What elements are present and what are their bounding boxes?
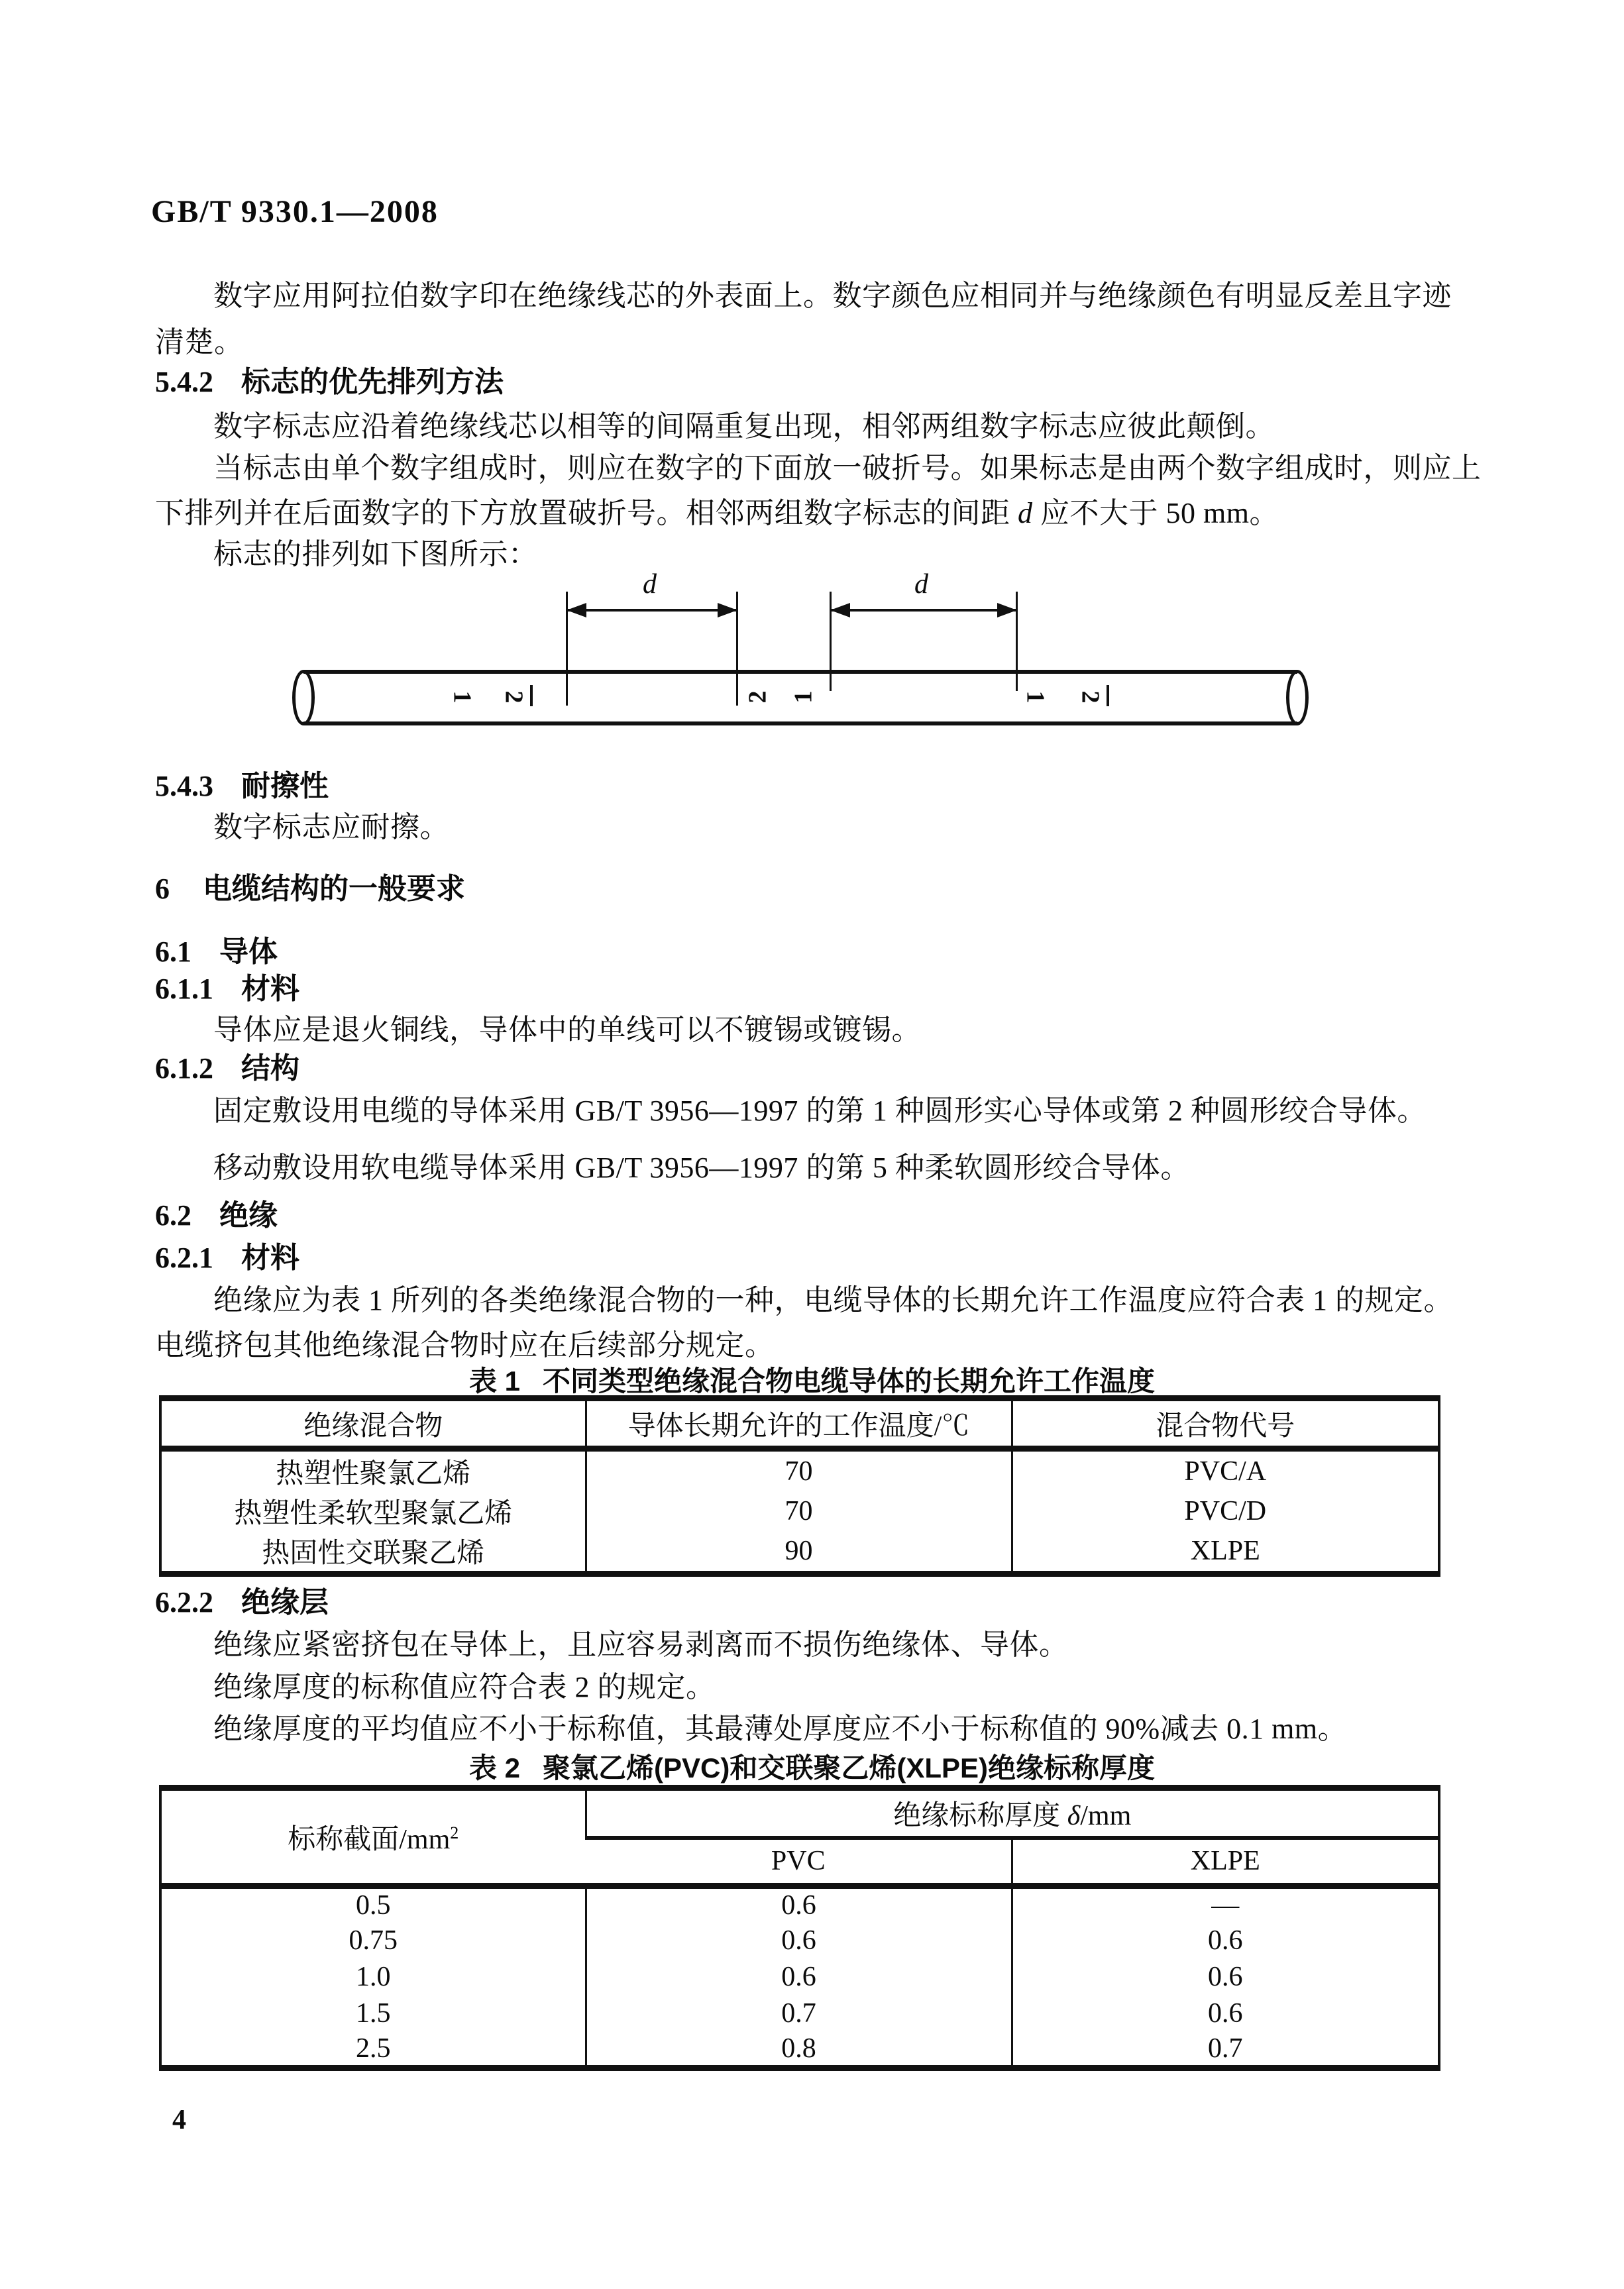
- paragraph-text: 应不大于 50 mm。: [1032, 497, 1279, 529]
- table2-cell: 1.0: [356, 1962, 391, 1992]
- header-text: 绝缘标称厚度: [893, 1800, 1067, 1831]
- section-heading-5-4-3: [155, 762, 329, 804]
- paragraph-line: 绝缘应为表 1 所列的各类绝缘混合物的一种，电缆导体的长期允许工作温度应符合表 1 的规定。: [213, 1284, 1453, 1316]
- table1-cell: XLPE: [1012, 1531, 1439, 1574]
- chapter-heading-6: [155, 865, 465, 907]
- section-heading-6-1: [155, 928, 278, 970]
- dimension-label-d: d: [914, 569, 928, 600]
- table1-caption-label: 表 1: [468, 1365, 520, 1397]
- section-title: 材料: [241, 1242, 299, 1274]
- paragraph-line: 导体应是退火铜线，导体中的单线可以不镀锡或镀锡。: [213, 1014, 921, 1046]
- table2-cell: 0.75: [349, 1925, 398, 1956]
- table2-cell: 0.7: [586, 1996, 1012, 2032]
- section-title: 绝缘层: [241, 1586, 329, 1619]
- paragraph-line: 移动敷设用软电缆导体采用 GB/T 3956—1997 的第 5 种柔软圆形绞合导体。: [213, 1151, 1190, 1184]
- section-heading-6-2: [155, 1191, 278, 1234]
- table2-cell: 2.5: [356, 2033, 391, 2064]
- section-title: 绝缘: [219, 1199, 278, 1232]
- table-row: [160, 1923, 1439, 1959]
- table1-header-cell: 绝缘混合物: [160, 1399, 586, 1449]
- table2-cell: 0.6: [586, 1923, 1012, 1959]
- table1-cell: 90: [586, 1531, 1012, 1574]
- table-row: [160, 1996, 1439, 2032]
- table2-cell: 0.6: [586, 1886, 1012, 1923]
- table2-cell: 0.6: [586, 1959, 1012, 1996]
- delta-symbol: δ: [1067, 1800, 1081, 1831]
- paragraph-text: 下排列并在后面数字的下方放置破折号。相邻两组数字标志的间距: [155, 497, 1018, 529]
- variable-d: d: [1018, 497, 1033, 529]
- paragraph-line: 数字应用阿拉伯数字印在绝缘线芯的外表面上。数字颜色应相同并与绝缘颜色有明显反差且字迹: [213, 280, 1452, 312]
- table2-cell: 0.7: [1012, 2032, 1439, 2068]
- table2-cell: —: [1012, 1886, 1439, 1923]
- paragraph-line: 固定敷设用电缆的导体采用 GB/T 3956—1997 的第 1 种圆形实心导体或第 2 种圆形绞合导体。: [213, 1094, 1427, 1127]
- section-number: 6.2: [155, 1199, 191, 1232]
- section-number: 6.1: [155, 935, 191, 968]
- section-title: 导体: [219, 935, 278, 968]
- paragraph-line: 绝缘应紧密挤包在导体上，且应容易剥离而不损伤绝缘体、导体。: [213, 1628, 1069, 1661]
- section-heading-6-1-1: [155, 965, 299, 1007]
- paragraph-line: 绝缘厚度的平均值应不小于标称值，其最薄处厚度应不小于标称值的 90%减去 0.1 mm。: [213, 1713, 1348, 1745]
- table2-cell: 0.6: [1012, 1959, 1439, 1996]
- dimension-arrow: [832, 609, 1016, 612]
- cable-mark-digit: 1: [1021, 690, 1050, 704]
- table1-cell: 70: [586, 1449, 1012, 1492]
- table2-subheader-xlpe: XLPE: [1012, 1838, 1439, 1886]
- header-superscript: 2: [450, 1823, 459, 1842]
- table2-cell: 1.5: [356, 1998, 391, 2029]
- paragraph-line: 清楚。: [155, 326, 244, 358]
- section-heading-6-1-2: [155, 1044, 299, 1087]
- table2-caption-label: 表 2: [468, 1752, 520, 1783]
- table1-caption: [0, 1359, 1624, 1399]
- cable-mark-digit: 2: [500, 690, 528, 704]
- table1-cell: 热塑性聚氯乙烯: [276, 1459, 471, 1489]
- table2-cell: 0.6: [1012, 1996, 1439, 2032]
- table1-cell: 热塑性柔软型聚氯乙烯: [234, 1499, 513, 1529]
- paragraph-line: 绝缘厚度的标称值应符合表 2 的规定。: [213, 1671, 716, 1703]
- paragraph-line: 数字标志应耐擦。: [213, 811, 449, 843]
- section-title: 电缆结构的一般要求: [203, 873, 465, 905]
- section-number: 6.2.1: [155, 1242, 213, 1274]
- table2-header-thickness: [586, 1788, 1439, 1838]
- section-title: 标志的优先排列方法: [241, 366, 504, 398]
- table2-subheader-pvc: PVC: [586, 1838, 1012, 1886]
- header-text: /mm: [1080, 1800, 1132, 1831]
- section-number: 5.4.2: [155, 366, 213, 398]
- paragraph-line: 数字标志应沿着绝缘线芯以相等的间隔重复出现，相邻两组数字标志应彼此颠倒。: [213, 410, 1275, 443]
- page-number: 4: [172, 2105, 186, 2135]
- table1-cell: PVC/A: [1012, 1449, 1439, 1492]
- table1-header-cell: 混合物代号: [1012, 1399, 1439, 1449]
- table2-cell: 0.8: [586, 2032, 1012, 2068]
- section-title: 材料: [241, 973, 299, 1005]
- table2-cell: 0.5: [356, 1890, 391, 1921]
- doc-code: GB/T 9330.1—2008: [151, 194, 439, 229]
- table2: [159, 1785, 1440, 2071]
- dimension-label-d: d: [643, 569, 657, 600]
- table2-caption-text: 聚氯乙烯(PVC)和交联聚乙烯(XLPE)绝缘标称厚度: [543, 1752, 1156, 1783]
- table1-header-row: [160, 1399, 1439, 1449]
- table-row: [160, 1886, 1439, 1923]
- cable-end-cap-right: [1286, 670, 1309, 725]
- table2-header-cross-section: [160, 1788, 586, 1886]
- section-number: 6.2.2: [155, 1586, 213, 1619]
- dimension-arrow: [568, 609, 736, 612]
- cable-mark-digit: 1: [789, 690, 818, 704]
- header-text: 标称截面/mm: [288, 1824, 451, 1855]
- cable-mark-digit: 1: [448, 690, 476, 704]
- section-heading-6-2-2: [155, 1578, 329, 1621]
- section-title: 结构: [241, 1052, 299, 1085]
- table1-cell: 热固性交联聚乙烯: [262, 1538, 485, 1569]
- table-row: [160, 1491, 1439, 1531]
- table2-caption: [0, 1746, 1624, 1786]
- cable-end-cap-left: [292, 670, 315, 725]
- table-row: [160, 1959, 1439, 1996]
- paragraph-line: 当标志由单个数字组成时，则应在数字的下面放一破折号。如果标志是由两个数字组成时，则应上: [213, 452, 1482, 484]
- section-number: 5.4.3: [155, 770, 213, 802]
- section-number: 6.1.2: [155, 1052, 213, 1085]
- table1-cell: PVC/D: [1012, 1491, 1439, 1531]
- table-row: [160, 2032, 1439, 2068]
- section-title: 耐擦性: [241, 770, 329, 802]
- cable-mark-digit: 2: [743, 690, 772, 704]
- cable-mark-dash: [530, 685, 533, 706]
- table1-header-cell: 导体长期允许的工作温度/℃: [586, 1399, 1012, 1449]
- paragraph-line: 电缆挤包其他绝缘混合物时应在后续部分规定。: [155, 1329, 775, 1361]
- cable-mark-digit: 2: [1076, 690, 1105, 704]
- table2-header-row-1: [160, 1788, 1439, 1838]
- table1: [159, 1395, 1440, 1577]
- table-row: [160, 1531, 1439, 1574]
- paragraph-line: 标志的排列如下图所示：: [213, 538, 538, 570]
- table1-caption-text: 不同类型绝缘混合物电缆导体的长期允许工作温度: [543, 1365, 1156, 1397]
- section-heading-6-2-1: [155, 1234, 299, 1276]
- table-row: [160, 1449, 1439, 1492]
- table1-cell: 70: [586, 1491, 1012, 1531]
- section-heading-5-4-2: [155, 358, 504, 400]
- table2-cell: 0.6: [1012, 1923, 1439, 1959]
- cable-mark-dash: [1107, 685, 1109, 706]
- section-number: 6: [155, 873, 170, 905]
- section-number: 6.1.1: [155, 973, 213, 1005]
- paragraph-line: [155, 489, 1279, 531]
